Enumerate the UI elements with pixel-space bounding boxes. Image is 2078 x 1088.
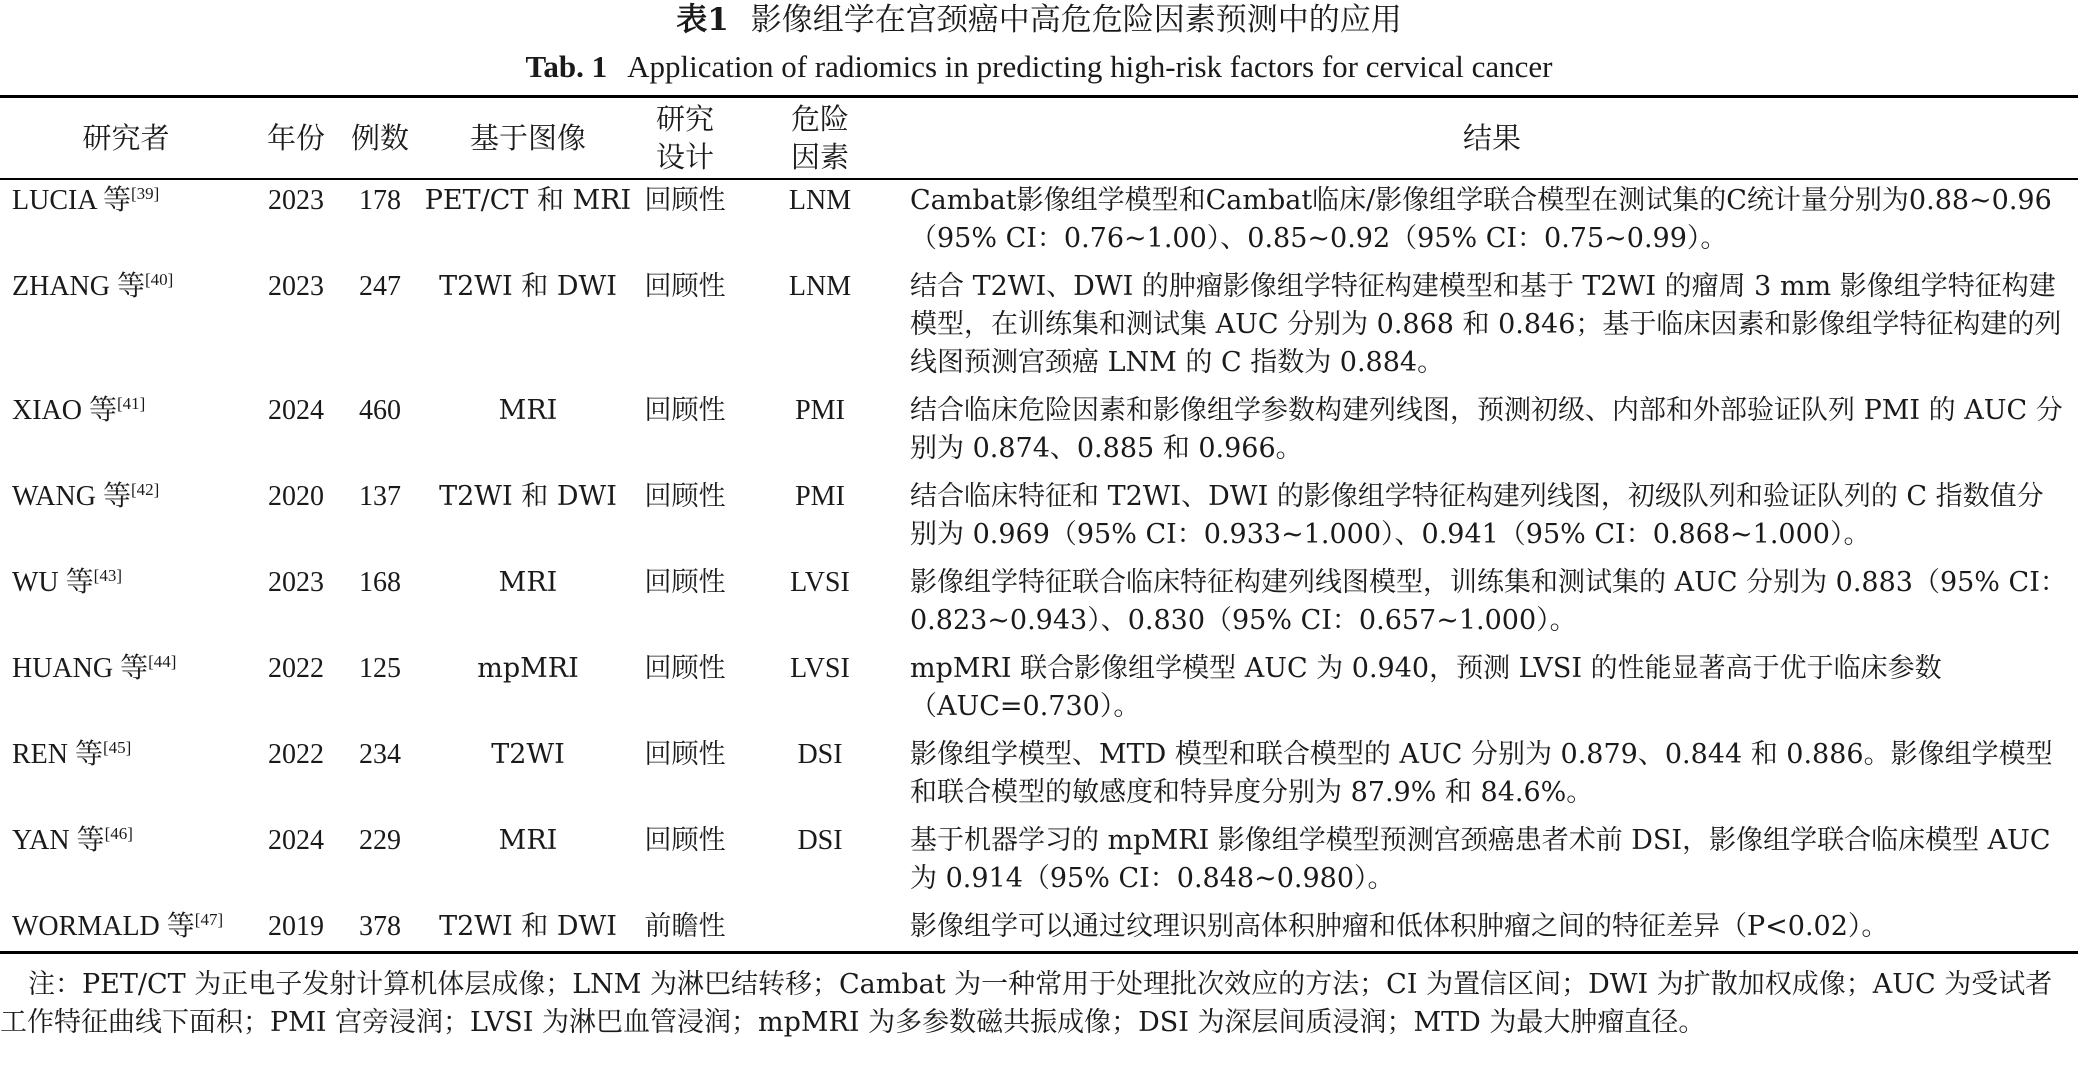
design-cell: 回顾性 xyxy=(644,825,726,856)
table-header-row xyxy=(0,98,2078,178)
year-cell: 2020 xyxy=(268,481,324,512)
year-cell: 2024 xyxy=(268,825,324,856)
reference-number: [42] xyxy=(131,480,160,499)
table-row xyxy=(0,388,2078,474)
header-year: 年份 xyxy=(266,121,325,155)
cases-cell: 247 xyxy=(359,271,401,302)
year-cell: 2022 xyxy=(268,739,324,770)
cases-cell: 378 xyxy=(359,911,401,942)
year-cell: 2019 xyxy=(268,911,324,942)
year-cell: 2024 xyxy=(268,395,324,426)
table-title-cn xyxy=(0,0,2078,40)
study-cell xyxy=(0,904,252,948)
risk-cell: PMI xyxy=(795,481,845,512)
header-cases: 例数 xyxy=(350,121,409,155)
result-cell: 影像组学特征联合临床特征构建列线图模型，训练集和测试集的 AUC 分别为 0.883（95% CI：0.823~0.943）、0.830（95% CI：0.657~1.000）。 xyxy=(910,567,2067,636)
imaging-cell: MRI xyxy=(498,825,558,856)
author-name: WANG 等 xyxy=(12,481,131,512)
study-cell xyxy=(0,178,252,264)
study-cell xyxy=(0,560,252,646)
table-row xyxy=(0,646,2078,732)
cases-cell: 137 xyxy=(359,481,401,512)
imaging-cell: T2WI 和 DWI xyxy=(439,481,617,512)
cases-cell: 229 xyxy=(359,825,401,856)
table-row xyxy=(0,732,2078,818)
reference-number: [45] xyxy=(103,738,132,757)
cases-cell: 178 xyxy=(359,185,401,216)
result-cell: 结合 T2WI、DWI 的肿瘤影像组学特征构建模型和基于 T2WI 的瘤周 3 mm 影像组学特征构建模型，在训练集和测试集 AUC 分别为 0.868 和 0.846；基于临床因素和影像组学特征构建的列线图预测宫颈癌 LNM 的 C 指数为 0.884。 xyxy=(910,271,2062,378)
cases-cell: 125 xyxy=(359,653,401,684)
risk-cell xyxy=(734,904,906,948)
author-name: YAN 等 xyxy=(12,825,105,856)
table-footnote: 注：PET/CT 为正电子发射计算机体层成像；LNM 为淋巴结转移；Cambat 为一种常用于处理批次效应的方法；CI 为置信区间；DWI 为扩散加权成像；AUC 为受试者工作特征曲线下面积；PMI 宫旁浸润；LVSI 为淋巴血管浸润；mpMRI 为多参数磁共振成像；DSI 为深层间质浸润；MTD 为最大肿瘤直径。 xyxy=(0,969,2053,1038)
header-study: 研究者 xyxy=(82,121,170,155)
results-table xyxy=(0,98,2078,948)
table-row xyxy=(0,560,2078,646)
study-cell xyxy=(0,818,252,904)
author-name: HUANG 等 xyxy=(12,653,149,684)
author-name: LUCIA 等 xyxy=(12,185,132,216)
table-number-cn: 表1 xyxy=(676,2,729,38)
reference-number: [47] xyxy=(194,910,224,929)
reference-number: [46] xyxy=(104,824,133,843)
design-cell: 回顾性 xyxy=(644,271,726,302)
author-name: WU 等 xyxy=(12,567,94,598)
design-cell: 回顾性 xyxy=(644,653,726,684)
author-name: XIAO 等 xyxy=(12,395,117,426)
author-name: WORMALD 等 xyxy=(12,911,195,942)
result-cell: 结合临床特征和 T2WI、DWI 的影像组学特征构建列线图，初级队列和验证队列的 C 指数值分别为 0.969（95% CI：0.933~1.000）、0.941（95% CI：0.868~1.000）。 xyxy=(910,481,2044,550)
risk-cell: LVSI xyxy=(790,653,850,684)
reference-number: [44] xyxy=(148,652,177,671)
header-imaging: 基于图像 xyxy=(469,121,586,155)
risk-cell: LNM xyxy=(788,185,852,216)
design-cell: 回顾性 xyxy=(644,481,726,512)
design-cell: 回顾性 xyxy=(644,567,726,598)
risk-cell: PMI xyxy=(795,395,845,426)
study-cell xyxy=(0,646,252,732)
risk-cell: DSI xyxy=(797,825,843,856)
imaging-cell: MRI xyxy=(498,395,558,426)
design-cell: 回顾性 xyxy=(644,739,726,770)
cases-cell: 168 xyxy=(359,567,401,598)
imaging-cell: mpMRI xyxy=(477,653,579,684)
bottom-rule xyxy=(0,951,2078,954)
design-cell: 回顾性 xyxy=(644,185,726,216)
design-cell: 回顾性 xyxy=(644,395,726,426)
header-design: 研究设计 xyxy=(655,102,714,174)
header-risk: 危险因素 xyxy=(790,102,849,174)
risk-cell: LVSI xyxy=(790,567,850,598)
table-title-en xyxy=(0,46,2078,88)
study-cell xyxy=(0,388,252,474)
design-cell: 前瞻性 xyxy=(644,911,726,942)
imaging-cell: MRI xyxy=(498,567,558,598)
reference-number: [40] xyxy=(145,270,174,289)
author-name: ZHANG 等 xyxy=(12,271,145,302)
result-cell: 影像组学模型、MTD 模型和联合模型的 AUC 分别为 0.879、0.844 和 0.886。影像组学模型和联合模型的敏感度和特异度分别为 87.9% 和 84.6%。 xyxy=(910,739,2053,808)
reference-number: [43] xyxy=(93,566,122,585)
cases-cell: 460 xyxy=(359,395,401,426)
result-cell: mpMRI 联合影像组学模型 AUC 为 0.940，预测 LVSI 的性能显著高于优于临床参数（AUC=0.730）。 xyxy=(910,653,1942,722)
table-row xyxy=(0,264,2078,388)
imaging-cell: T2WI 和 DWI xyxy=(439,911,617,942)
reference-number: [41] xyxy=(117,394,146,413)
study-cell xyxy=(0,732,252,818)
imaging-cell: T2WI 和 DWI xyxy=(439,271,617,302)
year-cell: 2022 xyxy=(268,653,324,684)
table-row xyxy=(0,474,2078,560)
table-caption-en: Application of radiomics in predicting high-risk factors for cervical cancer xyxy=(627,49,1553,84)
risk-cell: DSI xyxy=(797,739,843,770)
table-row xyxy=(0,904,2078,948)
result-cell: Cambat影像组学模型和Cambat临床/影像组学联合模型在测试集的C统计量分别为0.88~0.96（95% CI：0.76~1.00）、0.85~0.92（95% CI：0.75~0.99）。 xyxy=(910,185,2052,254)
table-row xyxy=(0,818,2078,904)
result-cell: 结合临床危险因素和影像组学参数构建列线图，预测初级、内部和外部验证队列 PMI 的 AUC 分别为 0.874、0.885 和 0.966。 xyxy=(910,395,2063,464)
author-name: REN 等 xyxy=(12,739,104,770)
imaging-cell: T2WI xyxy=(491,739,565,770)
result-cell: 基于机器学习的 mpMRI 影像组学模型预测宫颈癌患者术前 DSI，影像组学联合临床模型 AUC 为 0.914（95% CI：0.848~0.980）。 xyxy=(910,825,2051,894)
year-cell: 2023 xyxy=(268,271,324,302)
header-result: 结果 xyxy=(1462,121,1521,155)
table-caption-cn: 影像组学在宫颈癌中高危危险因素预测中的应用 xyxy=(750,2,1402,38)
table-row xyxy=(0,178,2078,264)
table-number-en: Tab. 1 xyxy=(525,49,608,84)
reference-number: [39] xyxy=(131,184,160,203)
imaging-cell: PET/CT 和 MRI xyxy=(424,185,632,216)
cases-cell: 234 xyxy=(359,739,401,770)
study-cell xyxy=(0,474,252,560)
year-cell: 2023 xyxy=(268,185,324,216)
risk-cell: LNM xyxy=(788,271,852,302)
result-cell: 影像组学可以通过纹理识别高体积肿瘤和低体积肿瘤之间的特征差异（P<0.02）。 xyxy=(910,911,1889,942)
year-cell: 2023 xyxy=(268,567,324,598)
study-cell xyxy=(0,264,252,388)
